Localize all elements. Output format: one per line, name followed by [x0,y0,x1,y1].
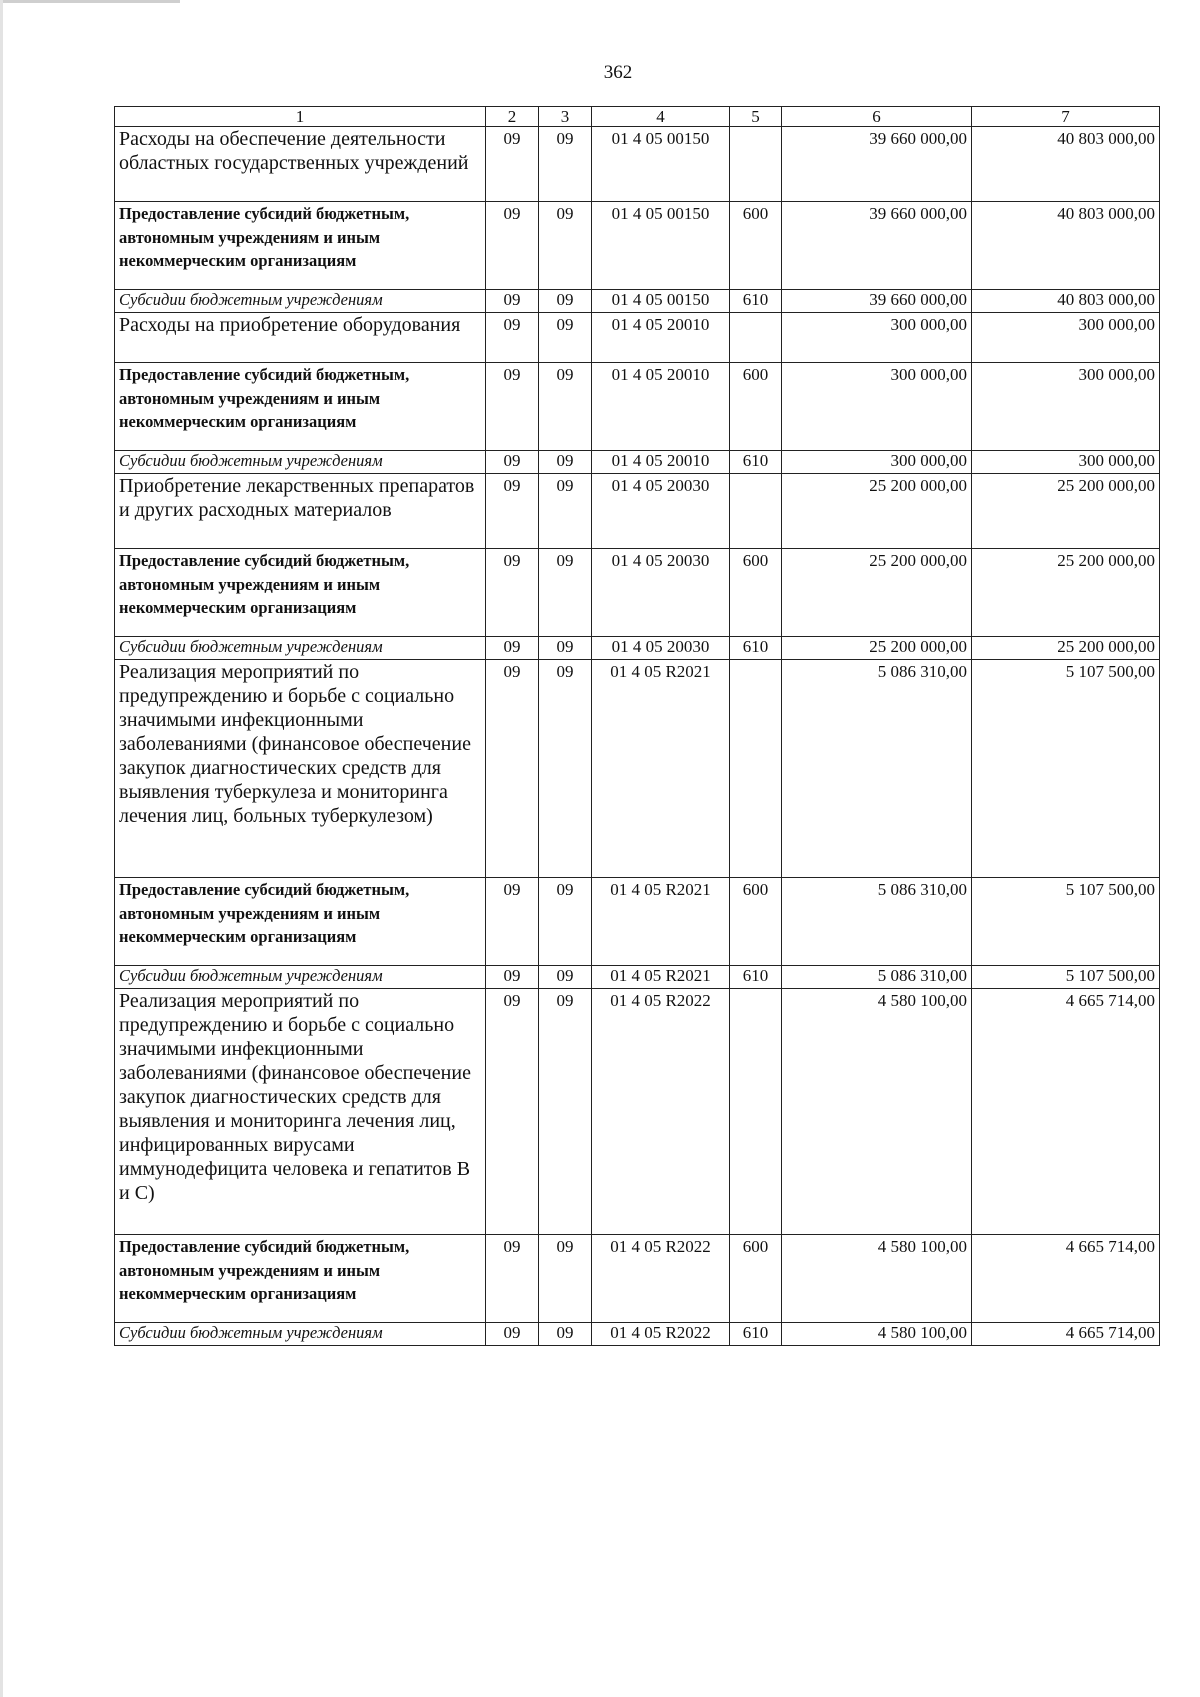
row-amount-year1-cell: 300 000,00 [782,363,972,451]
row-amount-year1-cell: 25 200 000,00 [782,637,972,660]
row-name-cell: Предоставление субсидий бюджетным, автономным учреждениям и иным некоммерческим организациям [115,1235,486,1323]
row-name-cell: Расходы на приобретение оборудования [115,313,486,363]
row-amount-year2-cell: 4 665 714,00 [972,1235,1160,1323]
row-subsection-cell: 09 [539,127,592,202]
row-target-code-cell: 01 4 05 20010 [592,451,730,474]
row-amount-year1-cell: 39 660 000,00 [782,127,972,202]
row-section-cell: 09 [486,637,539,660]
row-subsection-cell: 09 [539,966,592,989]
table-body [115,127,1160,1346]
row-expense-type-cell [730,660,782,878]
row-amount-year1-cell: 4 580 100,00 [782,1323,972,1346]
scan-artifact-top [0,0,180,3]
row-amount-year2-cell: 25 200 000,00 [972,474,1160,549]
row-subsection-cell: 09 [539,549,592,637]
row-amount-year2-cell: 40 803 000,00 [972,202,1160,290]
row-target-code-cell: 01 4 05 R2022 [592,1323,730,1346]
row-section-cell: 09 [486,660,539,878]
row-target-code-cell: 01 4 05 20030 [592,549,730,637]
row-subsection-cell: 09 [539,313,592,363]
row-amount-year2-cell: 5 107 500,00 [972,878,1160,966]
row-amount-year1-cell: 25 200 000,00 [782,549,972,637]
row-expense-type-cell: 610 [730,637,782,660]
table-row [115,363,1160,451]
row-section-cell: 09 [486,878,539,966]
row-amount-year1-cell: 300 000,00 [782,451,972,474]
row-amount-year2-cell: 300 000,00 [972,313,1160,363]
page-number: 362 [603,62,633,83]
row-target-code-cell: 01 4 05 R2022 [592,1235,730,1323]
row-expense-type-cell [730,127,782,202]
row-target-code-cell: 01 4 05 R2021 [592,966,730,989]
row-section-cell: 09 [486,202,539,290]
row-name-cell: Субсидии бюджетным учреждениям [115,637,486,660]
header-col-5: 5 [730,107,782,127]
row-subsection-cell: 09 [539,637,592,660]
row-name-cell: Субсидии бюджетным учреждениям [115,451,486,474]
row-amount-year1-cell: 4 580 100,00 [782,989,972,1235]
row-target-code-cell: 01 4 05 20010 [592,313,730,363]
row-amount-year2-cell: 300 000,00 [972,363,1160,451]
row-target-code-cell: 01 4 05 00150 [592,290,730,313]
row-section-cell: 09 [486,363,539,451]
row-subsection-cell: 09 [539,474,592,549]
row-section-cell: 09 [486,290,539,313]
row-target-code-cell: 01 4 05 R2021 [592,878,730,966]
row-expense-type-cell: 600 [730,363,782,451]
row-name-cell: Субсидии бюджетным учреждениям [115,290,486,313]
row-section-cell: 09 [486,451,539,474]
row-expense-type-cell [730,313,782,363]
row-amount-year1-cell: 300 000,00 [782,313,972,363]
row-name-cell: Приобретение лекарственных препаратов и других расходных материалов [115,474,486,549]
row-subsection-cell: 09 [539,363,592,451]
row-amount-year1-cell: 5 086 310,00 [782,966,972,989]
scan-artifact-edge [0,0,3,1697]
row-amount-year2-cell: 5 107 500,00 [972,660,1160,878]
row-section-cell: 09 [486,966,539,989]
row-amount-year2-cell: 4 665 714,00 [972,1323,1160,1346]
budget-table [114,106,1160,1346]
row-amount-year2-cell: 4 665 714,00 [972,989,1160,1235]
row-target-code-cell: 01 4 05 20030 [592,474,730,549]
row-expense-type-cell: 600 [730,202,782,290]
row-section-cell: 09 [486,1323,539,1346]
row-expense-type-cell: 610 [730,290,782,313]
row-amount-year2-cell: 5 107 500,00 [972,966,1160,989]
row-target-code-cell: 01 4 05 00150 [592,202,730,290]
row-name-cell: Расходы на обеспечение деятельности областных государственных учреждений [115,127,486,202]
header-col-3: 3 [539,107,592,127]
row-subsection-cell: 09 [539,878,592,966]
row-amount-year1-cell: 5 086 310,00 [782,660,972,878]
table-row [115,549,1160,637]
header-row [115,107,1160,127]
row-section-cell: 09 [486,1235,539,1323]
table-row [115,451,1160,474]
row-section-cell: 09 [486,549,539,637]
row-expense-type-cell: 600 [730,1235,782,1323]
row-name-cell: Субсидии бюджетным учреждениям [115,966,486,989]
row-name-cell: Реализация мероприятий по предупреждению и борьбе с социально значимыми инфекционными заболеваниями (финансовое обеспечение закупок диагностических средств для выявления и мониторинга лечения лиц, инфицированных вирусами иммунодефицита человека и гепатитов В и С) [115,989,486,1235]
row-name-cell: Предоставление субсидий бюджетным, автономным учреждениям и иным некоммерческим организациям [115,549,486,637]
row-amount-year1-cell: 39 660 000,00 [782,290,972,313]
row-amount-year2-cell: 25 200 000,00 [972,549,1160,637]
row-amount-year1-cell: 25 200 000,00 [782,474,972,549]
row-target-code-cell: 01 4 05 R2022 [592,989,730,1235]
row-name-cell: Реализация мероприятий по предупреждению и борьбе с социально значимыми инфекционными заболеваниями (финансовое обеспечение закупок диагностических средств для выявления туберкулеза и мониторинга лечения лиц, больных туберкулезом) [115,660,486,878]
row-amount-year2-cell: 40 803 000,00 [972,127,1160,202]
header-col-4: 4 [592,107,730,127]
row-target-code-cell: 01 4 05 R2021 [592,660,730,878]
row-subsection-cell: 09 [539,1235,592,1323]
row-subsection-cell: 09 [539,202,592,290]
table-row [115,202,1160,290]
row-amount-year2-cell: 300 000,00 [972,451,1160,474]
row-target-code-cell: 01 4 05 00150 [592,127,730,202]
row-amount-year1-cell: 39 660 000,00 [782,202,972,290]
row-section-cell: 09 [486,474,539,549]
row-name-cell: Предоставление субсидий бюджетным, автономным учреждениям и иным некоммерческим организациям [115,878,486,966]
header-col-7: 7 [972,107,1160,127]
row-expense-type-cell: 600 [730,549,782,637]
table-row [115,313,1160,363]
row-expense-type-cell [730,474,782,549]
row-expense-type-cell: 610 [730,966,782,989]
table-row [115,1323,1160,1346]
header-col-2: 2 [486,107,539,127]
row-amount-year2-cell: 40 803 000,00 [972,290,1160,313]
row-amount-year1-cell: 5 086 310,00 [782,878,972,966]
table-row [115,1235,1160,1323]
row-subsection-cell: 09 [539,660,592,878]
row-target-code-cell: 01 4 05 20030 [592,637,730,660]
row-expense-type-cell [730,989,782,1235]
table-row [115,290,1160,313]
row-name-cell: Субсидии бюджетным учреждениям [115,1323,486,1346]
row-section-cell: 09 [486,313,539,363]
row-subsection-cell: 09 [539,290,592,313]
table-row [115,989,1160,1235]
row-section-cell: 09 [486,127,539,202]
row-amount-year1-cell: 4 580 100,00 [782,1235,972,1323]
table-row [115,878,1160,966]
table-row [115,637,1160,660]
row-expense-type-cell: 610 [730,451,782,474]
table-row [115,474,1160,549]
row-target-code-cell: 01 4 05 20010 [592,363,730,451]
header-col-6: 6 [782,107,972,127]
table-row [115,966,1160,989]
row-expense-type-cell: 610 [730,1323,782,1346]
table-row [115,127,1160,202]
row-section-cell: 09 [486,989,539,1235]
table-row [115,660,1160,878]
row-amount-year2-cell: 25 200 000,00 [972,637,1160,660]
row-subsection-cell: 09 [539,451,592,474]
row-name-cell: Предоставление субсидий бюджетным, автономным учреждениям и иным некоммерческим организациям [115,363,486,451]
row-name-cell: Предоставление субсидий бюджетным, автономным учреждениям и иным некоммерческим организациям [115,202,486,290]
row-subsection-cell: 09 [539,989,592,1235]
header-col-1: 1 [115,107,486,127]
row-expense-type-cell: 600 [730,878,782,966]
row-subsection-cell: 09 [539,1323,592,1346]
